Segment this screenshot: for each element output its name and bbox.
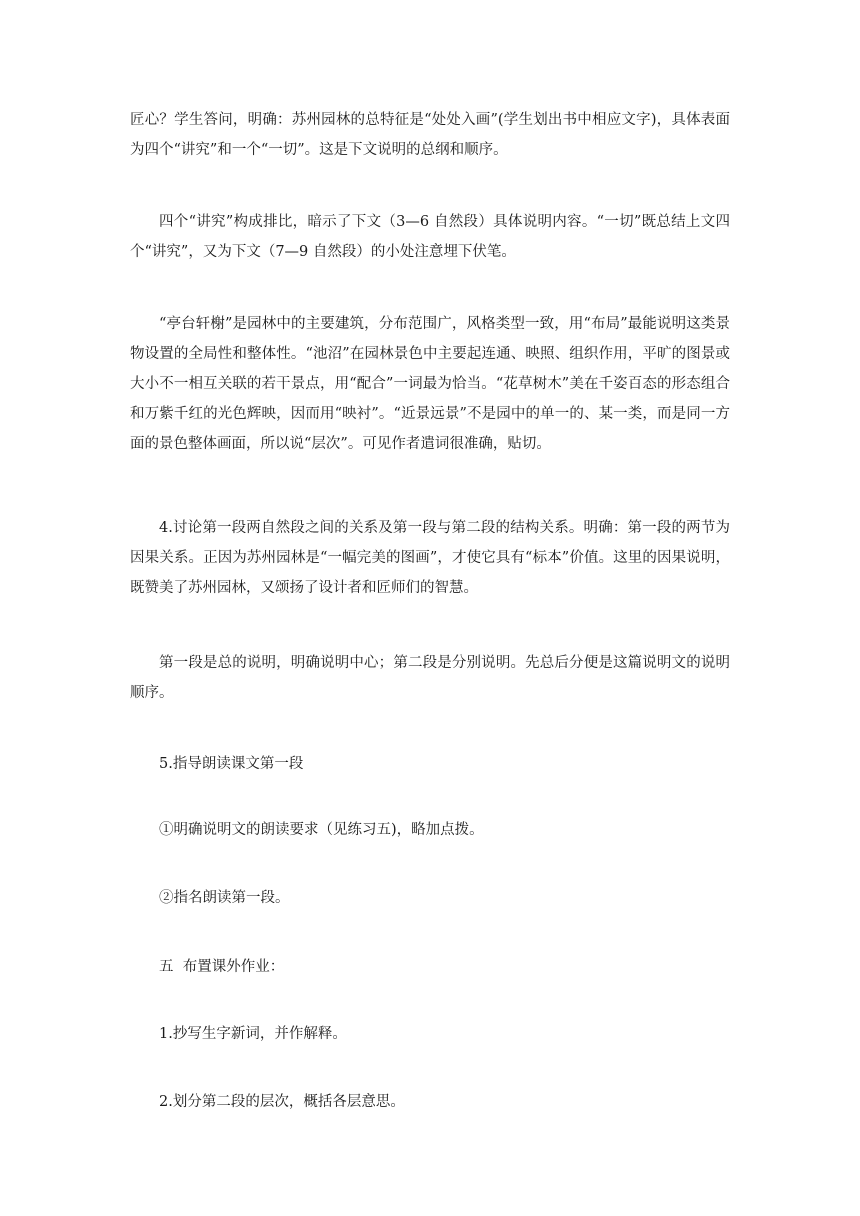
paragraph-10: 1.抄写生字新词，并作解释。 xyxy=(159,1026,347,1042)
paragraph-8: ②指名朗读第一段。 xyxy=(159,890,290,906)
paragraph-3: “亭台轩榭”是园林中的主要建筑，分布范围广，风格类型一致，用“布局”最能说明这类景物设置的全局性和整体性。“池沼”在园林景色中主要起连通、映照、组织作用，平旷的图景或大小不一相互关联的若干景点，用“配合”一词最为恰当。“花草树木”美在千姿百态的形态组合和万紫千红的光色辉映，因而用“映衬”。“近景远景”不是园中的单一的、某一类，而是同一方面的景色整体画面，所以说“层次”。可见作者遣词很准确，贴切。 xyxy=(130,316,730,452)
paragraph-4: 4.讨论第一段两自然段之间的关系及第一段与第二段的结构关系。明确：第一段的两节为因果关系。正因为苏州园林是“一幅完美的图画”，才使它具有“标本”价值。这里的因果说明，既赞美了苏州园林，又颂扬了设计者和匠师们的智慧。 xyxy=(130,520,730,596)
paragraph-7: ①明确说明文的朗读要求（见练习五)，略加点拨。 xyxy=(159,822,484,838)
paragraph-2: 四个“讲究”构成排比，暗示了下文（3—6 自然段）具体说明内容。“一切”既总结上文四个“讲究”，又为下文（7—9 自然段）的小处注意埋下伏笔。 xyxy=(130,214,730,260)
paragraph-6: 5.指导朗读课文第一段 xyxy=(159,756,304,772)
paragraph-5: 第一段是总的说明，明确说明中心；第二段是分别说明。先总后分便是这篇说明文的说明顺序。 xyxy=(130,655,730,701)
paragraph-1: 匠心？学生答问，明确：苏州园林的总特征是“处处入画”(学生划出书中相应文字)，具体表面为四个“讲究”和一个“一切”。这是下文说明的总纲和顺序。 xyxy=(130,112,730,158)
paragraph-11: 2.划分第二段的层次，概括各层意思。 xyxy=(159,1094,405,1110)
section-heading: 五 布置课外作业： xyxy=(159,959,285,975)
